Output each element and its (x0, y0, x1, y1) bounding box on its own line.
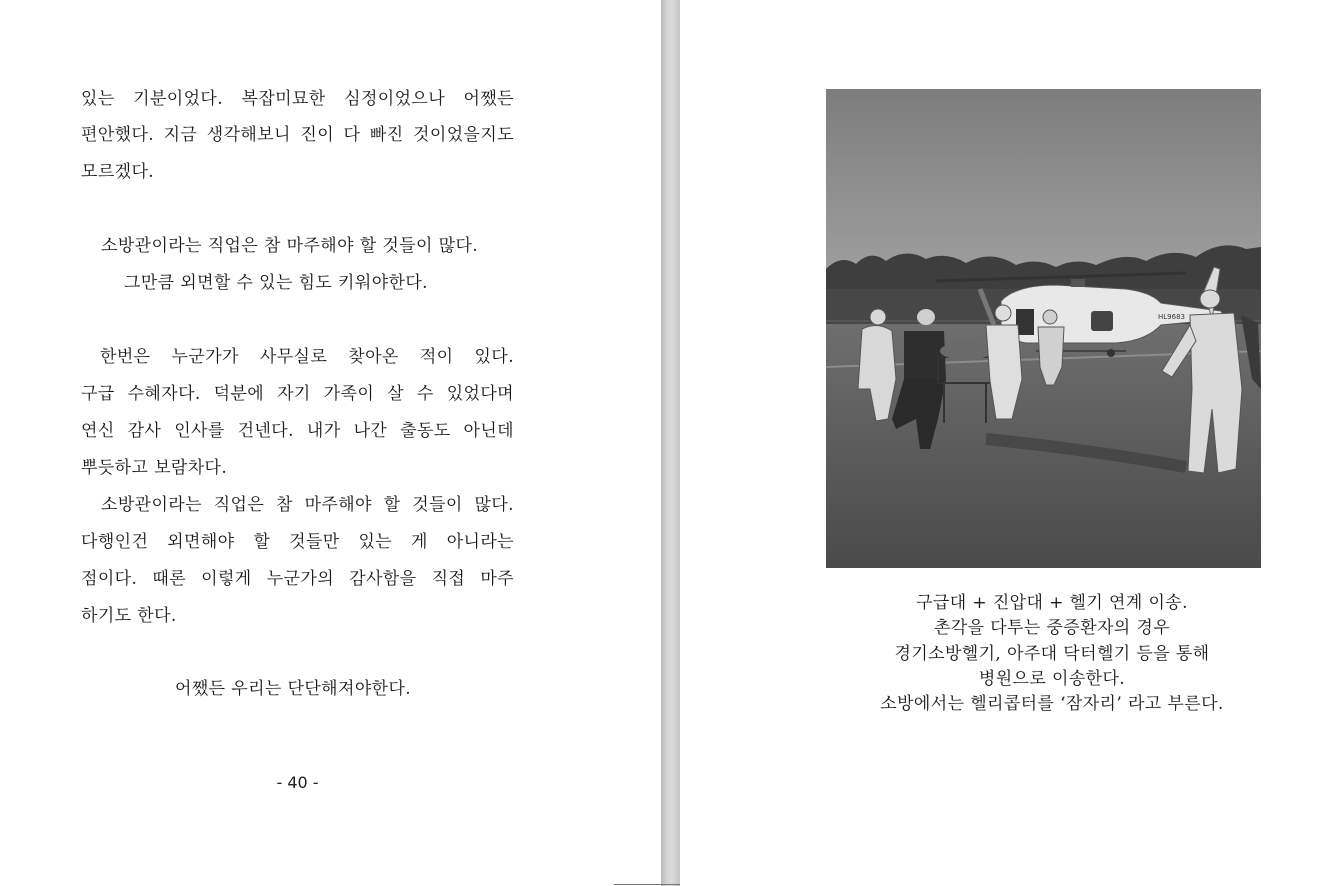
body-text-line: 있는 기분이었다. 복잡미묘한 심정이었으나 어쨌든 (81, 89, 514, 109)
body-text-line: 점이다. 때론 이렇게 누군가의 감사함을 직접 마주 (81, 569, 514, 589)
photo-caption-line: 경기소방헬기, 아주대 닥터헬기 등을 통해 (894, 644, 1210, 664)
body-text-line: 하기도 한다. (81, 606, 177, 626)
body-text-line: 소방관이라는 직업은 참 마주해야 할 것들이 많다. (101, 495, 514, 515)
book-spine (661, 0, 680, 886)
body-text-line: 편안했다. 지금 생각해보니 진이 다 빠진 것이었을지도 (81, 125, 514, 145)
photo-caption-line: 촌각을 다투는 중증환자의 경우 (933, 618, 1171, 638)
body-text-line: 다행인건 외면해야 할 것들만 있는 게 아니라는 (81, 532, 514, 552)
photo-caption-line: 병원으로 이송한다. (978, 669, 1126, 689)
helicopter-rescue-photo (826, 89, 1261, 568)
photo-caption-line: 소방에서는 헬리콥터를 ‘잠자리’ 라고 부른다. (880, 694, 1224, 714)
body-text-line: 한번은 누군가가 사무실로 찾아온 적이 있다. (100, 347, 514, 367)
body-text-line: 그만큼 외면할 수 있는 힘도 키워야한다. (124, 273, 428, 293)
body-text-line: 소방관이라는 직업은 참 마주해야 할 것들이 많다. (101, 236, 479, 256)
body-text-line: 연신 감사 인사를 건넨다. 내가 나간 출동도 아닌데 (81, 421, 514, 441)
left-page (0, 0, 661, 886)
body-text-line: 뿌듯하고 보람차다. (81, 458, 228, 478)
photo-caption-line: 구급대 + 진압대 + 헬기 연계 이송. (916, 593, 1188, 613)
helicopter-registration: HL9683 (1158, 313, 1185, 321)
page-number: - 40 - (276, 773, 319, 792)
body-text-line: 어쨌든 우리는 단단해져야한다. (175, 679, 412, 699)
body-text-line: 모르겠다. (81, 162, 155, 182)
body-text-line: 구급 수혜자다. 덕분에 자기 가족이 살 수 있었다며 (81, 384, 514, 404)
